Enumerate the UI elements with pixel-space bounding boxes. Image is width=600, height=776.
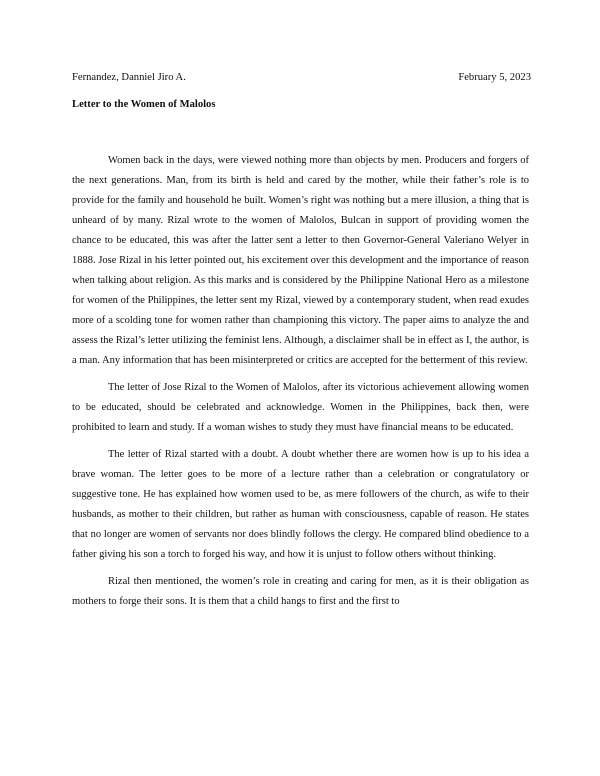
document-title: Letter to the Women of Malolos	[72, 99, 216, 110]
paragraph-2: The letter of Jose Rizal to the Women of Malolos, after its victorious achievement allowing women to be educated, should be celebrated and acknowledge. Women in the Philippines, back then, were prohibited to learn and study. If a woman wishes to study they must have financial means to be educated.	[72, 382, 529, 433]
author-name: Fernandez, Danniel Jiro A.	[72, 72, 186, 83]
document-body	[72, 151, 529, 619]
document-date: February 5, 2023	[458, 72, 531, 83]
paragraph-3: The letter of Rizal started with a doubt. A doubt whether there are women how is up to his idea a brave woman. The letter goes to be more of a lecture rather than a celebration or congratulatory or suggestive tone. He has explained how women used to be, as mere followers of the church, as wife to their husbands, as mother to their children, but rather as human with consciousness, capable of reason. He states that no longer are women of servants nor does blindly follows the clergy. He compared blind obedience to a father giving his son a torch to forged his way, and how it is unjust to follow others without thinking.	[72, 449, 529, 560]
paragraph-1: Women back in the days, were viewed nothing more than objects by men. Producers and forgers of the next generations. Man, from its birth is held and cared by the mother, while their father’s role is to provide for the family and household he built. Women’s right was nothing but a mere illusion, a thing that is unheard of by many. Rizal wrote to the women of Malolos, Bulcan in support of providing women the chance to be educated, this was after the latter sent a letter to then Governor-General Valeriano Welyer in 1888. Jose Rizal in his letter pointed out, his excitement over this development and the importance of reason when talking about religion. As this marks and is considered by the Philippine National Hero as a milestone for women of the Philippines, the letter sent my Rizal, viewed by a contemporary student, when read exudes more of a scolding tone for women rather than championing this victory. The paper aims to analyze the and assess the Rizal’s letter utilizing the feminist lens. Although, a disclaimer shall be in effect as I, the author, is a man. Any information that has been misinterpreted or critics are accepted for the betterment of this review.	[72, 155, 529, 366]
paragraph-4: Rizal then mentioned, the women’s role in creating and caring for men, as it is their obligation as mothers to forge their sons. It is them that a child hangs to first and the first to	[72, 576, 529, 607]
